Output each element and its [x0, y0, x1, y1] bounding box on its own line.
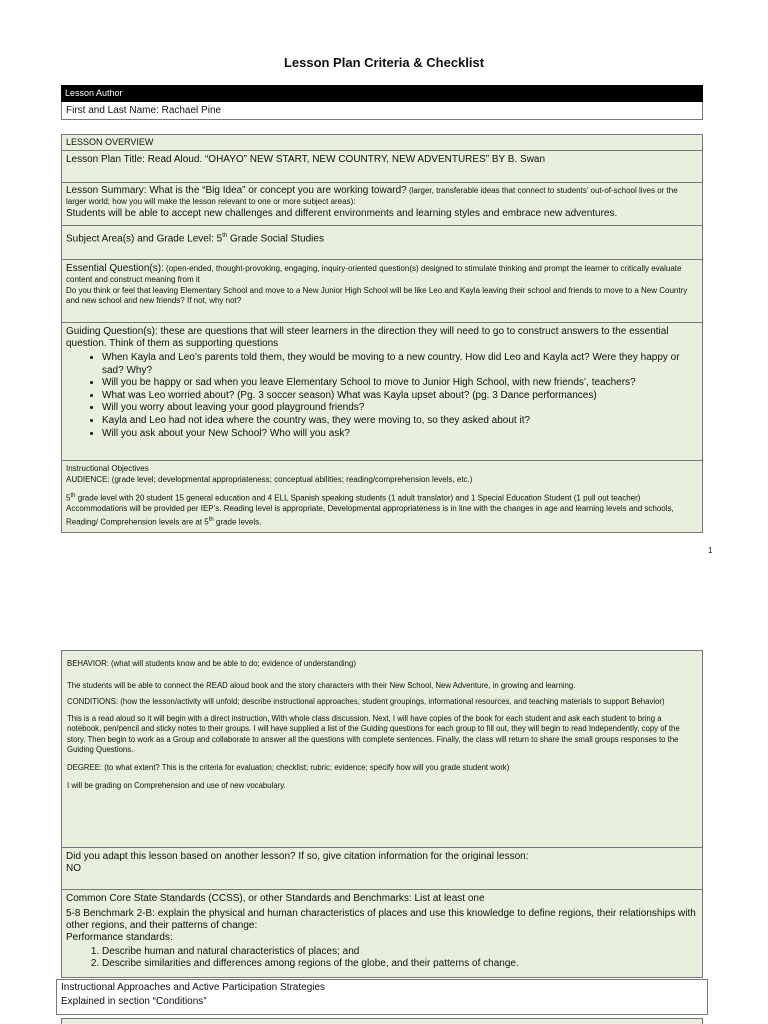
list-item: • Will you ask about your New School? Who will you ask? — [102, 428, 698, 441]
behavior-text: The students will be able to connect the READ aloud book and the story characters with their New School, New Adventure, in growing and learning. — [67, 680, 576, 690]
list-item: • What was Leo worried about? (Pg. 3 soccer season) What was Kayla upset about? (pg. 3 Dance performances) — [102, 390, 698, 403]
overview-section — [61, 134, 703, 533]
conditions-text: This is a read aloud so it will begin with a direct instruction, With whole class discussion. Next, I will have copies of the book for each student and ask each student to bring a notebook, pen/pencil and sticky notes to their groups. I will have supplied a list of the Guiding questions for each group to fill out, they will begin to read Independently, copy of the story. Then begin to work as a Group and collaborate to answer all the questions with complete sentences. Finally, the class will return to share the small groups responses to the Guiding Questions. — [67, 713, 680, 754]
eq-label: Essential Question(s): — [66, 263, 164, 274]
subject-area: Subject Area(s) and Grade Level: 5th Grade Social Studies — [61, 226, 703, 260]
lesson-summary — [61, 183, 703, 226]
page-number: 1 — [708, 546, 713, 555]
summary-label: Lesson Summary: What is the “Big Idea” or concept you are working toward? — [66, 185, 407, 196]
guiding-questions — [61, 323, 703, 461]
author-header: Lesson Author — [61, 85, 703, 102]
standards — [61, 890, 703, 978]
eq-hint: (open-ended, thought-provoking, engaging, inquiry-oriented question(s) designed to stimulate thinking and prompt the learner to critically evaluate content and construct meaning from it — [66, 264, 682, 284]
io-label: Instructional Objectives — [66, 464, 149, 473]
adaptation — [61, 848, 703, 890]
author-section — [61, 85, 703, 120]
overview-header: LESSON OVERVIEW — [61, 134, 703, 151]
adapt-answer: NO — [66, 863, 81, 874]
ccss-label: Common Core State Standards (CCSS), or other Standards and Benchmarks: List at least one — [66, 893, 485, 904]
author-name: First and Last Name: Rachael Pine — [61, 102, 703, 120]
conditions-label: CONDITIONS: (how the lesson/activity will unfold; describe instructional approaches, student groupings, informational resources, and teaching materials to support Behavior) — [67, 697, 665, 706]
list-item: • Will you be happy or sad when you leave Elementary School to move to Junior High School, with new friends’, teachers? — [102, 377, 698, 390]
list-item: 1. Describe human and natural characteristics of places; and — [102, 946, 698, 958]
audience-label: AUDIENCE: (grade level; developmental appropriateness; conceptual abilities; reading/comprehension levels, etc.) — [66, 474, 473, 484]
gq-intro: Guiding Question(s): these are questions that will steer learners in the direction they will need to go to construct answers to the essential question. Think of them as supporting questions — [66, 326, 669, 349]
summary-text: Students will be able to accept new challenges and different environments and learning styles and embrace new adventures. — [66, 207, 618, 219]
instructional-objectives — [61, 461, 703, 533]
page2-section — [61, 650, 703, 978]
strategies-section — [56, 979, 708, 1015]
document-title: Lesson Plan Criteria & Checklist — [283, 55, 485, 70]
degree-text: I will be grading on Comprehension and use of new vocabulary. — [67, 781, 286, 790]
list-item: • Will you worry about leaving your good playground friends? — [102, 402, 698, 415]
essential-question — [61, 260, 703, 323]
gq-list — [66, 352, 698, 440]
perf-list — [66, 946, 698, 970]
audience-text: 5th grade level with 20 student 15 general education and 4 ELL Spanish speaking students (1 adult translator) and 1 Special Education Student (1 pull out teacher) Accommodations will be provided per IEP’s. Reading level is appropriate, Developmental appropriateness is in line with the changes in age and learning levels and schools, Reading/ Comprehension levels are at 5th grade levels. — [66, 493, 674, 527]
list-item: • Kayla and Leo had not idea where the country was, they were moving to, so they asked about it? — [102, 415, 698, 428]
strategies-label: Instructional Approaches and Active Participation Strategies — [61, 982, 326, 993]
behavior-label: BEHAVIOR: (what will students know and be able to do; evidence of understanding) — [67, 659, 356, 668]
behavior-conditions-degree — [61, 650, 703, 848]
degree-label: DEGREE: (to what extent? This is the criteria for evaluation; checklist; rubric; evidence; specify how will you grade student work) — [67, 762, 510, 772]
strategies-text: Explained in section “Conditions” — [61, 996, 207, 1007]
subject-label: Subject Area(s) and Grade Level: 5 — [66, 233, 223, 245]
adapt-label: Did you adapt this lesson based on another lesson? If so, give citation information for the original lesson: — [66, 851, 529, 862]
ccss-text: 5-8 Benchmark 2-B: explain the physical and human characteristics of places and use this knowledge to define regions, their relationships with other regions, and their patterns of change: — [66, 908, 696, 931]
list-item: • When Kayla and Leo’s parents told them, they would be moving to a new country. How did Leo and Kayla act? Were they happy or sad? Why? — [102, 352, 698, 377]
lesson-plan-title: Lesson Plan Title: Read Aloud. “OHAYO” NEW START, NEW COUNTRY, NEW ADVENTURES” BY B. Swan — [61, 151, 703, 183]
summary-hint: (larger, transferable ideas that connect to students’ out-of-school lives or the larger world; how you will make the lesson relevant to one or more subject areas): — [66, 186, 678, 206]
next-section-edge — [61, 1018, 703, 1024]
perf-label: Performance standards: — [66, 932, 173, 943]
list-item: 2. Describe similarities and differences among regions of the globe, and their patterns of change. — [102, 958, 698, 970]
eq-text: Do you think or feel that leaving Elementary School and move to a New Junior High School will be like Leo and Kayla leaving their school and friends to move to a New Country and new school and new friends? If not, why not? — [66, 285, 688, 305]
